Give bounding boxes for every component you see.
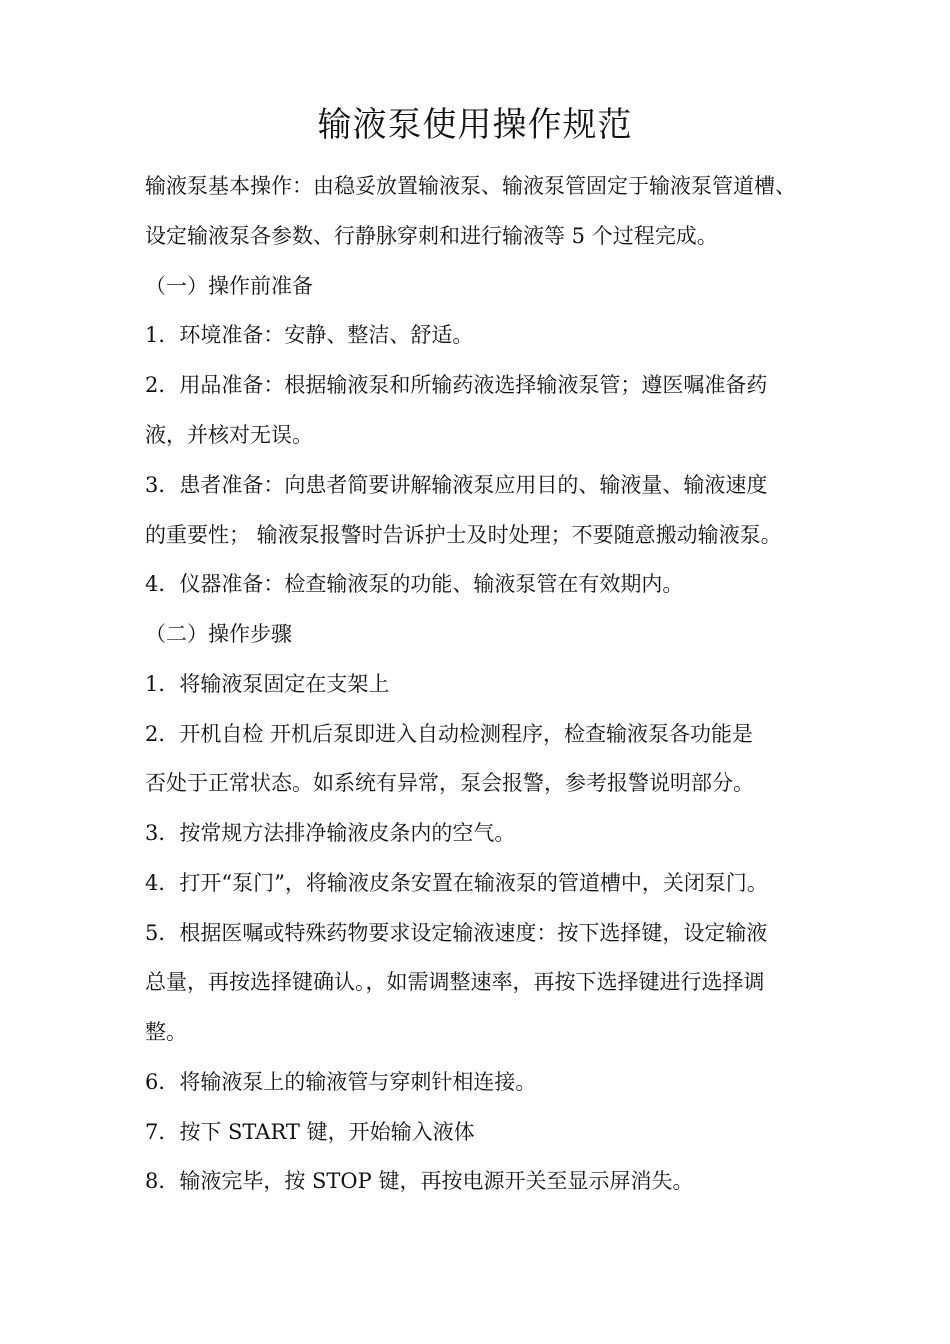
intro-line-2: 设定输液泵各参数、行静脉穿刺和进行输液等 5 个过程完成。 bbox=[145, 224, 718, 248]
step-line-6: 5．根据医嘱或特殊药物要求设定输液速度：按下选择键，设定输液 bbox=[145, 921, 768, 945]
step-line-3: 否处于正常状态。如系统有异常，泵会报警，参考报警说明部分。 bbox=[145, 771, 754, 795]
document-title: 输液泵使用操作规范 bbox=[317, 105, 633, 145]
prep-line-4: 3．患者准备：向患者简要讲解输液泵应用目的、输液量、输液速度 bbox=[145, 473, 768, 497]
step-line-4: 3．按常规方法排净输液皮条内的空气。 bbox=[145, 821, 516, 845]
step-line-9: 6．将输液泵上的输液管与穿刺针相连接。 bbox=[145, 1070, 537, 1094]
section-heading-steps: （二）操作步骤 bbox=[145, 622, 292, 646]
prep-line-5: 的重要性； 输液泵报警时告诉护士及时处理；不要随意搬动输液泵。 bbox=[145, 523, 782, 547]
prep-line-2: 2．用品准备：根据输液泵和所输药液选择输液泵管；遵医嘱准备药 bbox=[145, 373, 768, 397]
intro-line-1: 输液泵基本操作：由稳妥放置输液泵、输液泵管固定于输液泵管道槽、 bbox=[145, 174, 796, 198]
prep-line-3: 液，并核对无误。 bbox=[145, 423, 313, 447]
step-line-2: 2．开机自检 开机后泵即进入自动检测程序，检查输液泵各功能是 bbox=[145, 722, 754, 746]
step-line-8: 整。 bbox=[145, 1020, 187, 1044]
step-line-5: 4．打开“泵门”，将输液皮条安置在输液泵的管道槽中，关闭泵门。 bbox=[145, 871, 768, 895]
section-heading-preparation: （一）操作前准备 bbox=[145, 274, 313, 298]
step-line-10: 7．按下 START 键，开始输入液体 bbox=[145, 1120, 475, 1144]
step-line-7: 总量，再按选择键确认。，如需调整速率，再按下选择键进行选择调 bbox=[145, 970, 765, 994]
prep-line-1: 1．环境准备：安静、整洁、舒适。 bbox=[145, 323, 474, 347]
step-line-11: 8．输液完毕，按 STOP 键，再按电源开关至显示屏消失。 bbox=[145, 1169, 694, 1193]
step-line-1: 1．将输液泵固定在支架上 bbox=[145, 672, 390, 696]
prep-line-6: 4．仪器准备：检查输液泵的功能、输液泵管在有效期内。 bbox=[145, 572, 684, 596]
